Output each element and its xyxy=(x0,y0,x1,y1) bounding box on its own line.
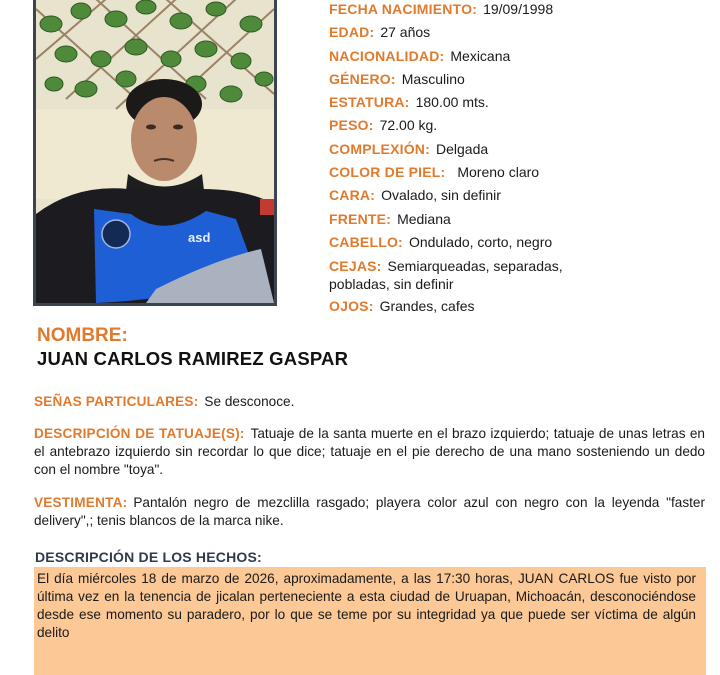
attr-value: 19/09/1998 xyxy=(483,1,554,17)
attr-value: Semiarqueadas, separadas, pobladas, sin definir xyxy=(329,258,563,293)
attr-label: ESTATURA: xyxy=(329,94,410,111)
attr-label: PESO: xyxy=(329,117,374,134)
attr-nacionalidad xyxy=(329,45,709,68)
attr-estatura xyxy=(329,91,709,114)
attr-value: Ondulado, corto, negro xyxy=(408,233,553,250)
attr-value: Moreno claro xyxy=(457,164,540,181)
attr-peso xyxy=(329,114,709,137)
attr-value: Grandes, cafes xyxy=(379,298,475,315)
attr-label: FRENTE: xyxy=(329,210,392,227)
attr-cejas xyxy=(329,254,579,295)
attr-complexion xyxy=(329,138,709,161)
attr-label: CABELLO: xyxy=(329,233,403,250)
attr-cabello xyxy=(329,231,709,254)
attr-fecha-nacimiento xyxy=(329,0,709,21)
clothing-value: Pantalón negro de mezclilla rasgado; playera color azul con negro con la leyenda "faster delivery",; tenis blancos de la marca nike. xyxy=(34,495,705,528)
tattoo-description xyxy=(34,425,705,479)
tattoo-label: DESCRIPCIÓN DE TATUAJE(S): xyxy=(34,426,245,441)
attr-color-piel xyxy=(329,161,709,184)
senas-particulares xyxy=(34,393,705,411)
person-photo xyxy=(33,0,277,306)
events-heading: DESCRIPCIÓN DE LOS HECHOS: xyxy=(35,549,262,565)
portrait-image xyxy=(36,0,274,303)
tattoo-value: Tatuaje de la santa muerte en el brazo izquierdo; tatuaje de unas letras en el antebrazo izquierdo sin recordar lo que dice; tatuaje en el pie derecho de una mano sosteniendo un dedo con el nombre "toya". xyxy=(34,426,705,477)
svg-text:asd: asd xyxy=(188,230,211,245)
attr-edad xyxy=(329,21,709,44)
attr-cara xyxy=(329,184,709,207)
attr-ojos xyxy=(329,295,709,318)
attr-label: COMPLEXIÓN: xyxy=(329,140,430,157)
attr-value: Mexicana xyxy=(450,47,511,64)
attr-genero xyxy=(329,68,709,91)
events-description-box xyxy=(34,567,706,675)
attr-label: FECHA NACIMIENTO: xyxy=(329,1,478,17)
attr-label: CEJAS: xyxy=(329,258,382,275)
attr-label: CARA: xyxy=(329,187,376,204)
attr-value: 180.00 mts. xyxy=(415,94,489,111)
attr-label: EDAD: xyxy=(329,24,375,41)
attr-label: GÉNERO: xyxy=(329,70,396,87)
senas-value: Se desconoce. xyxy=(204,394,295,409)
events-description: El día miércoles 18 de marzo de 2026, aproximadamente, a las 17:30 horas, JUAN CARLOS fue visto por última vez en la tenencia de jicalan perteneciente a esta ciudad de Uruapan, Michoacán, desconociéndose desde ese momento su paradero, por lo que se teme por su integridad ya que puede ser víctima de algún delito xyxy=(37,571,696,640)
attr-value: Mediana xyxy=(397,210,451,227)
attr-value: 72.00 kg. xyxy=(379,117,438,134)
attribute-list xyxy=(329,0,709,319)
attr-label: NACIONALIDAD: xyxy=(329,47,445,64)
clothing-description xyxy=(34,494,705,530)
clothing-label: VESTIMENTA: xyxy=(34,495,128,510)
attr-label: COLOR DE PIEL: xyxy=(329,164,446,181)
attr-value: Delgada xyxy=(435,140,489,157)
name-label: NOMBRE: xyxy=(37,325,128,346)
senas-label: SEÑAS PARTICULARES: xyxy=(34,394,199,409)
person-name: JUAN CARLOS RAMIREZ GASPAR xyxy=(37,348,349,369)
attr-frente xyxy=(329,208,709,231)
attr-value: Masculino xyxy=(401,70,465,87)
attr-value: Ovalado, sin definir xyxy=(381,187,501,204)
attr-value: 27 años xyxy=(380,24,431,41)
attr-label: OJOS: xyxy=(329,298,374,315)
